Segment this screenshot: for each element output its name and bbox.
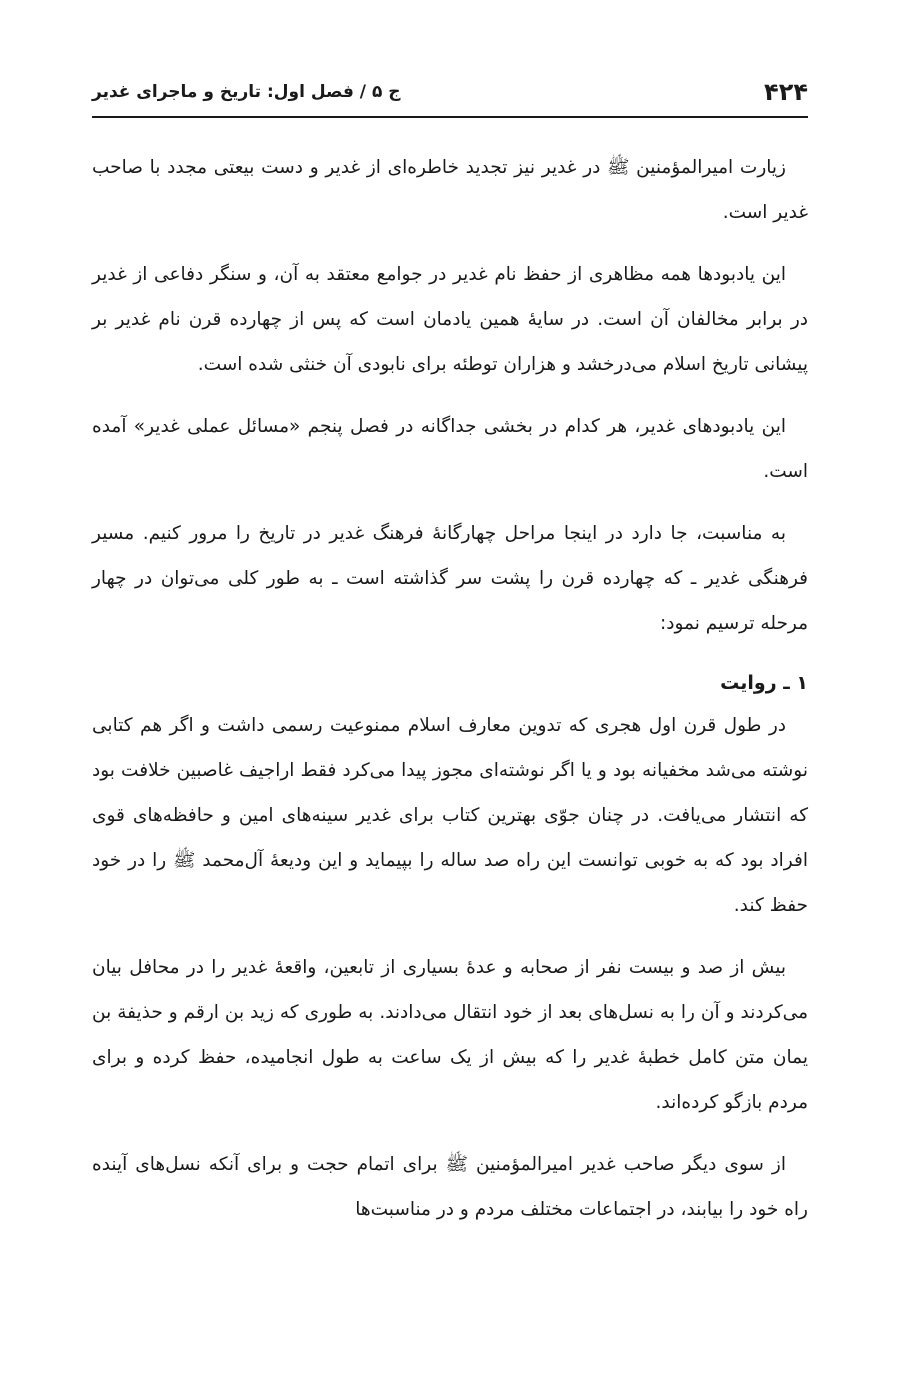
page-number: ۴۲۴ bbox=[764, 78, 808, 106]
header-divider bbox=[92, 116, 808, 118]
section-heading: ۱ ـ روایت bbox=[720, 672, 808, 694]
paragraph: بیش از صد و بیست نفر از صحابه و عدهٔ بسیاری از تابعین، واقعهٔ غدیر را در محافل بیان می‌کردند و آن را به نسل‌های بعد از خود انتقال می‌دادند. به طوری که زید بن ارقم و حذیفة بن یمان متن کامل خطبهٔ غدیر را که بیش از یک ساعت به طول انجامیده، حفظ کرده و برای مردم بازگو کرده‌اند. bbox=[92, 957, 808, 1113]
paragraph: به مناسبت، جا دارد در اینجا مراحل چهارگانهٔ فرهنگ غدیر در تاریخ را مرور کنیم. مسیر فرهنگی غدیر ـ که چهارده قرن را پشت سر گذاشته است ـ به طور کلی می‌توان در چهار مرحله ترسیم نمود: bbox=[92, 523, 808, 634]
page-header bbox=[92, 72, 808, 112]
paragraph: این یادبودهای غدیر، هر کدام در بخشی جداگانه در فصل پنجم «مسائل عملی غدیر» آمده است. bbox=[92, 416, 808, 482]
paragraph: این یادبودها همه مظاهری از حفظ نام غدیر در جوامع معتقد به آن، و سنگر دفاعی از غدیر در برابر مخالفان آن است. در سایهٔ همین یادمان است که پس از چهارده قرن نام غدیر بر پیشانی تاریخ اسلام می‌درخشد و هزاران توطئه برای نابودی آن خنثی شده است. bbox=[92, 264, 808, 375]
running-head: ج ۵ / فصل اول: تاریخ و ماجرای غدیر bbox=[92, 82, 401, 102]
paragraph: در طول قرن اول هجری که تدوین معارف اسلام ممنوعیت رسمی داشت و اگر هم کتابی نوشته می‌شد مخفیانه بود و یا اگر نوشته‌ای مجوز پیدا می‌کرد فقط اراجیف غاصبین خلافت بود که انتشار می‌یافت. در چنان جوّی بهترین کتاب برای غدیر سینه‌های امین و حافظه‌های قوی افراد بود که به خوبی توانست این راه صد ساله را بپیماید و این ودیعهٔ آل‌محمد ﷺ را در خود حفظ کند. bbox=[92, 715, 808, 916]
body-text bbox=[92, 145, 808, 1249]
paragraph: از سوی دیگر صاحب غدیر امیرالمؤمنین ﷺ برای اتمام حجت و برای آنکه نسل‌های آینده راه خود را بیابند، در اجتماعات مختلف مردم و در مناسبت‌ها bbox=[92, 1154, 808, 1220]
book-page bbox=[92, 0, 808, 1390]
paragraph: زیارت امیرالمؤمنین ﷺ در غدیر نیز تجدید خاطره‌ای از غدیر و دست بیعتی مجدد با صاحب غدیر است. bbox=[92, 157, 808, 223]
